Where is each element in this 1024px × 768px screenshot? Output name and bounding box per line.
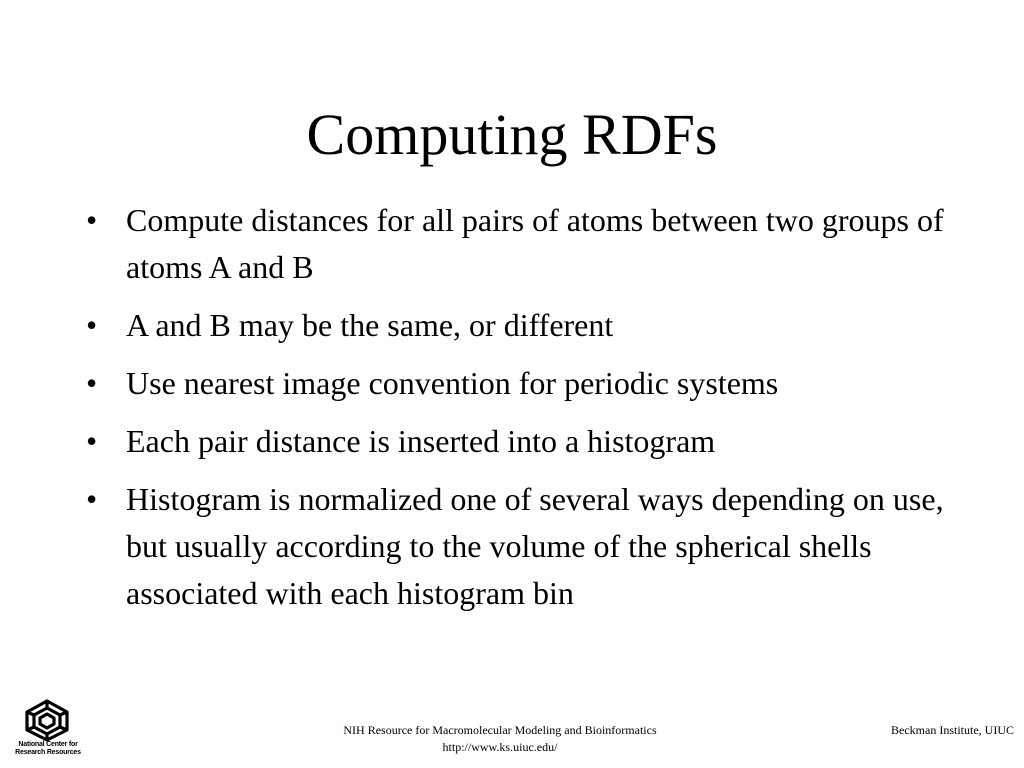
bullet-item (86, 418, 966, 465)
bullet-dot: • (86, 202, 98, 238)
bullet-text: Each pair distance is inserted into a histogram (126, 423, 716, 459)
footer-resource-name: NIH Resource for Macromolecular Modeling and Bioinformatics (343, 723, 657, 737)
logo-caption (10, 741, 86, 757)
ncsa-logo-icon (22, 698, 72, 742)
logo-caption-line: National Center for (18, 741, 78, 748)
ncsa-logo (10, 698, 86, 762)
bullet-text: Compute distances for all pairs of atoms between two groups of atoms A and B (126, 202, 944, 285)
bullet-item (86, 197, 966, 291)
footer-url: http://www.ks.uiuc.edu/ (442, 740, 558, 754)
bullet-text: Use nearest image convention for periodic systems (126, 365, 779, 401)
bullet-text: Histogram is normalized one of several ways depending on use, but usually according to the volume of the spherical shells associated with each histogram bin (126, 481, 944, 611)
bullet-item (86, 302, 966, 349)
bullet-item (86, 360, 966, 407)
bullet-dot: • (86, 423, 98, 459)
bullet-dot: • (86, 307, 98, 343)
bullet-text: A and B may be the same, or different (126, 307, 614, 343)
bullet-dot: • (86, 481, 98, 517)
bullet-list (86, 197, 966, 628)
slide-title: Computing RDFs (306, 102, 718, 167)
bullet-dot: • (86, 365, 98, 401)
footer-center (250, 722, 750, 756)
logo-caption-line: Research Resources (15, 749, 81, 756)
bullet-item (86, 476, 966, 617)
footer-institution: Beckman Institute, UIUC (891, 723, 1014, 737)
